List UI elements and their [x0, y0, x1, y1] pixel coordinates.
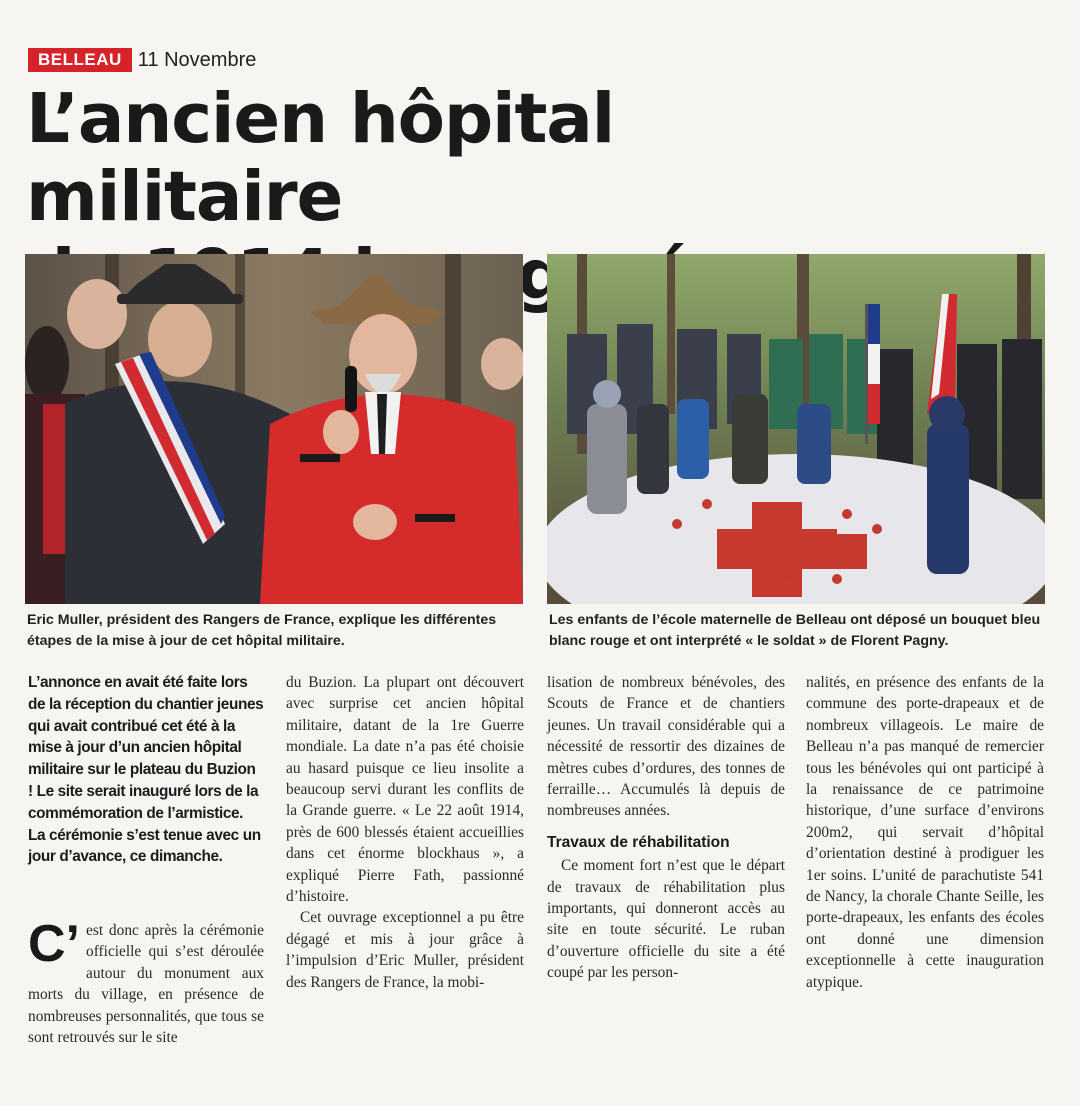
article-column-1	[28, 915, 264, 1048]
headline-line-1: L’ancien hôpital militaire	[26, 79, 615, 237]
article-column-2	[286, 672, 524, 993]
photo-ranger-speech	[25, 254, 523, 604]
photo-caption-left: Eric Muller, président des Rangers de France, explique les différentes étapes de la mise à jour de cet hôpital militaire.	[27, 612, 497, 649]
article-paragraph-6: nalités, en présence des enfants de la commune des porte-drapeaux et de nombreux villageois. Le maire de Belleau n’a pas manqué de remercier tous les bénévoles qui ont participé à la renaissance de ce patrimoine historique, d’une surface d’environs 200m2, qui servait d’hôpital d’orientation destiné à prodiguer les 1er soins. L’unité de parachutiste 541 de Nancy, la chorale Chante Seille, les porte-drapeaux, les enfants des écoles ont donné une dimension exceptionnelle à cette inauguration atypique.	[806, 674, 1044, 991]
photo-caption-right: Les enfants de l’école maternelle de Belleau ont déposé un bouquet bleu blanc rouge et ont interprété « le soldat » de Florent Pagny.	[549, 612, 1041, 649]
article-paragraph-3: Cet ouvrage exceptionnel a pu être dégagé et mis à jour grâce à l’impulsion d’Eric Muller, président des Rangers de France, la mobi-	[286, 909, 524, 991]
kicker	[28, 48, 256, 72]
article-paragraph-4: lisation de nombreux bénévoles, des Scouts de France et de chantiers jeunes. Un travail considérable qui a nécessité de ressortir des dizaines de mètres cubes d’ordures, des tonnes de ferraille… Accumulés là depuis de nombreuses années.	[547, 674, 785, 820]
article-lead: L’annonce en avait été faite lors de la réception du chantier jeunes qui avait contribué cet été à la mise à jour d’un ancien hôpital militaire sur le plateau du Buzion ! Le site serait inauguré lors de la commémoration de l’armistice. La cérémonie s’est tenue avec un jour d’avance, ce dimanche.	[28, 674, 264, 866]
photo-children-ceremony	[547, 254, 1045, 604]
article-paragraph-1: est donc après la cérémonie officielle qui s’est déroulée autour du monument aux morts du village, en présence de nombreuses personnalités, que tous se sont retrouvés sur le site	[28, 922, 264, 1047]
drop-cap: C’	[28, 915, 80, 973]
kicker-date: 11 Novembre	[137, 48, 257, 71]
article-column-4	[806, 672, 1044, 993]
article-column-3	[547, 672, 785, 984]
section-subhead: Travaux de réhabilitation	[547, 833, 730, 851]
article-paragraph-5: Ce moment fort n’est que le départ de travaux de réhabilitation plus importants, qui donneront accès au site en toute sécurité. Le ruban d’ouverture officielle du site a été coupé par les person-	[547, 857, 785, 982]
location-tag: BELLEAU	[28, 48, 132, 72]
article-paragraph-2: du Buzion. La plupart ont découvert avec surprise cet ancien hôpital militaire, datant de la 1re Guerre mondiale. La date n’a pas été choisie au hasard puisque ce lieu insolite a beaucoup servi durant les conflits de la Grande guerre. « Le 22 août 1914, près de 600 blessés étaient accueillies dans cet énorme blockhaus », a expliqué Pierre Fath, passionné d’histoire.	[286, 674, 524, 906]
